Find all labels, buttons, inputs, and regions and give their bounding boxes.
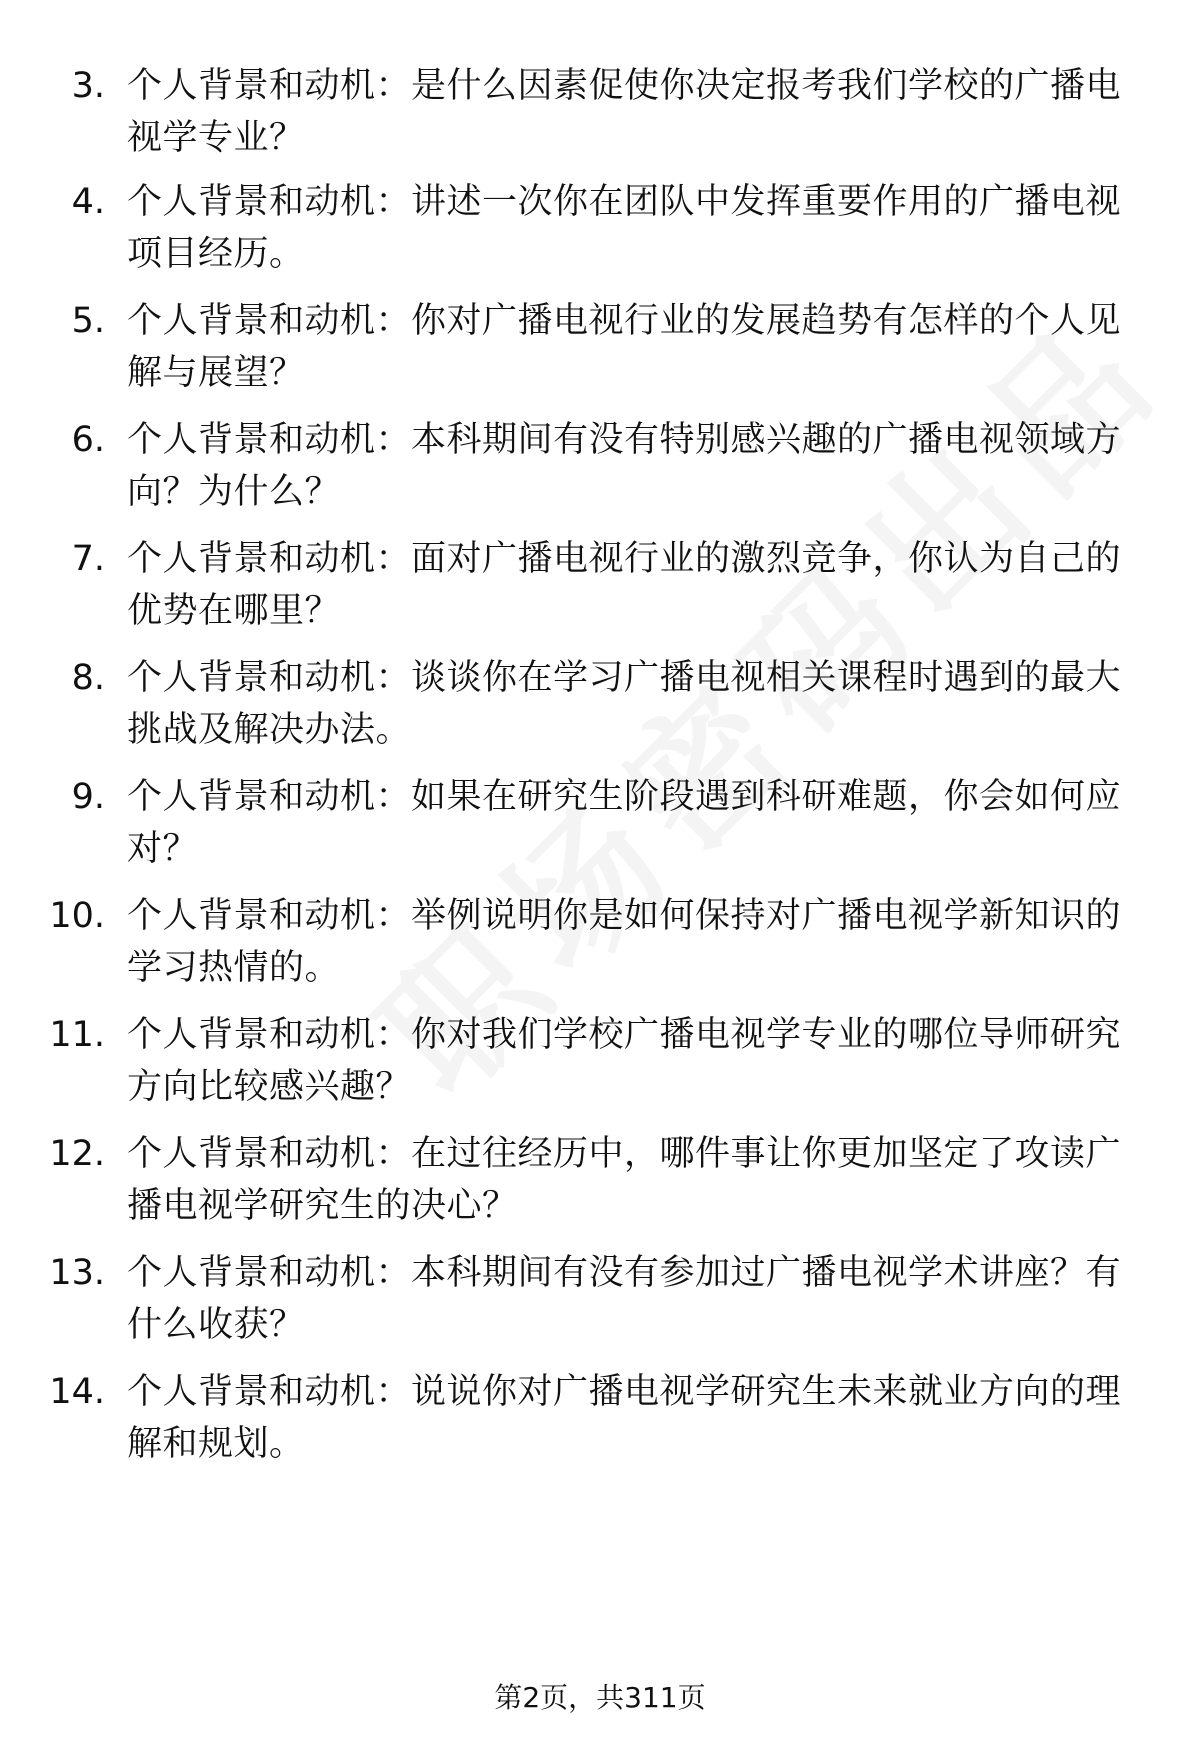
question-number: 3. xyxy=(71,66,105,106)
question-text: 个人背景和动机：面对广播电视行业的激烈竞争，你认为自己的优势在哪里？ xyxy=(127,539,1122,631)
question-text: 个人背景和动机：在过往经历中，哪件事让你更加坚定了攻读广播电视学研究生的决心？ xyxy=(127,1134,1122,1226)
question-text: 个人背景和动机：你对我们学校广播电视学专业的哪位导师研究方向比较感兴趣？ xyxy=(127,1015,1122,1107)
question-item xyxy=(0,1247,1200,1357)
question-number: 7. xyxy=(71,539,105,579)
question-number: 13. xyxy=(49,1253,105,1293)
question-item xyxy=(0,1128,1200,1238)
question-number: 9. xyxy=(71,777,105,817)
question-text: 个人背景和动机：是什么因素促使你决定报考我们学校的广播电视学专业？ xyxy=(127,66,1122,158)
question-number: 6. xyxy=(71,420,105,460)
question-item xyxy=(0,1009,1200,1119)
question-item xyxy=(0,1366,1200,1476)
question-number: 11. xyxy=(49,1015,105,1055)
question-item xyxy=(0,414,1200,524)
question-number: 4. xyxy=(71,182,105,222)
question-number: 10. xyxy=(49,896,105,936)
question-text: 个人背景和动机：举例说明你是如何保持对广播电视学新知识的学习热情的。 xyxy=(127,896,1122,988)
question-item xyxy=(0,771,1200,881)
question-text: 个人背景和动机：谈谈你在学习广播电视相关课程时遇到的最大挑战及解决办法。 xyxy=(127,658,1122,750)
question-number: 14. xyxy=(49,1372,105,1412)
question-text: 个人背景和动机：如果在研究生阶段遇到科研难题，你会如何应对？ xyxy=(127,777,1122,869)
question-text: 个人背景和动机：本科期间有没有参加过广播电视学术讲座？有什么收获？ xyxy=(127,1253,1122,1345)
question-item xyxy=(0,890,1200,1000)
question-number: 5. xyxy=(71,301,105,341)
question-number: 8. xyxy=(71,658,105,698)
question-text: 个人背景和动机：本科期间有没有特别感兴趣的广播电视领域方向？为什么？ xyxy=(127,420,1122,512)
question-item xyxy=(0,295,1200,405)
question-text: 个人背景和动机：你对广播电视行业的发展趋势有怎样的个人见解与展望？ xyxy=(127,301,1122,393)
question-text: 个人背景和动机：讲述一次你在团队中发挥重要作用的广播电视项目经历。 xyxy=(127,182,1122,274)
question-item xyxy=(0,60,1200,170)
question-number: 12. xyxy=(49,1134,105,1174)
question-item xyxy=(0,176,1200,286)
page-footer: 第2页，共311页 xyxy=(494,1681,706,1714)
question-text: 个人背景和动机：说说你对广播电视学研究生未来就业方向的理解和规划。 xyxy=(127,1372,1122,1464)
question-item xyxy=(0,533,1200,643)
question-item xyxy=(0,652,1200,762)
